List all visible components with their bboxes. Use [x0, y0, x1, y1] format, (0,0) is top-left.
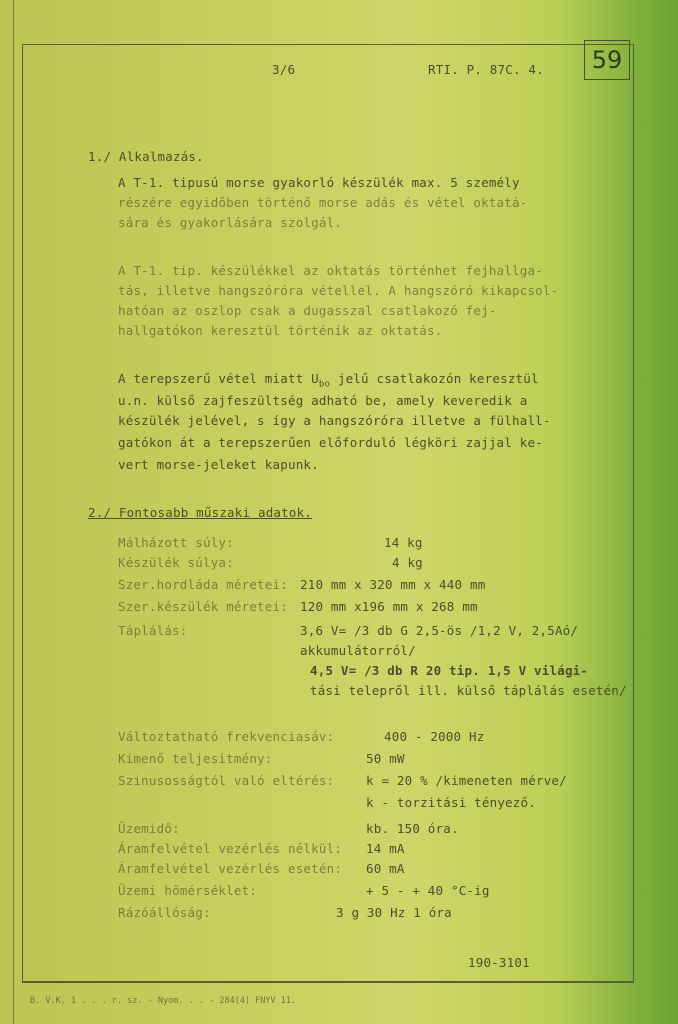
spec-label: Üzemi hőmérséklet: [118, 883, 258, 898]
page-fraction: 3/6 [272, 62, 296, 77]
spec-value: 120 mm x196 mm x 268 mm [300, 599, 478, 614]
paragraph-line: hallgatókon keresztül történik az oktatás. [118, 323, 443, 338]
spec-label: Üzemidő: [118, 821, 180, 836]
spec-value: k - torzitási tényező. [366, 795, 536, 810]
paragraph-line: sára és gyakorlására szolgál. [118, 215, 343, 230]
spec-label: Szer.hordláda méretei: [118, 577, 288, 592]
spec-label: Áramfelvétel vezérlés nélkül: [118, 841, 343, 856]
spec-value: 3,6 V= /3 db G 2,5-ös /1,2 V, 2,5Aó/ [300, 623, 579, 638]
text-fragment: jelű csatlakozón keresztül [330, 371, 539, 386]
page-number: 59 [591, 46, 623, 74]
document-reference: RTI. P. 87C. 4. [428, 62, 544, 77]
spec-label: Málházott súly: [118, 535, 234, 550]
paragraph-line: u.n. külső zajfeszültség adható be, amely keveredik a [118, 393, 528, 408]
spec-label: Változtatható frekvenciasáv: [118, 729, 335, 744]
paragraph-line: hatóan az oszlop csak a dugasszal csatlakozó fej- [118, 303, 497, 318]
spec-value: 14 kg [384, 535, 423, 550]
paragraph-line: vert morse-jeleket kapunk. [118, 457, 319, 472]
spec-value: k = 20 % /kimeneten mérve/ [366, 773, 567, 788]
page-number-box [584, 40, 630, 80]
spec-value: 14 mA [366, 841, 405, 856]
paragraph-line: gatókon át a terepszerűen előforduló légköri zajjal ke- [118, 435, 543, 450]
spec-label: Készülék súlya: [118, 555, 234, 570]
spec-value: 50 mW [366, 751, 405, 766]
spec-value-continued: akkumulátorról/ [300, 643, 416, 658]
spec-label: Szer.készülék méretei: [118, 599, 288, 614]
paragraph-line: részére egyidőben történő morse adás és vétel oktatá- [118, 195, 528, 210]
spec-label: Táplálás: [118, 623, 188, 638]
paragraph-line: készülék jelével, s így a hangszóróra illetve a fülhall- [118, 413, 551, 428]
spec-label: Kimenő teljesitmény: [118, 751, 273, 766]
spec-value-continued: tási telepről ill. külső táplálás esetén/ [310, 683, 627, 698]
printer-imprint: B. V.K. 1 . . . r. sz. - Nyom. . . - 284(4) FNYV 11. [30, 996, 297, 1006]
bottom-rule [22, 982, 634, 983]
stamp-code: 190-3101 [468, 955, 530, 970]
paragraph-line: tás, illetve hangszóróra vétellel. A hangszóró kikapcsol- [118, 283, 559, 298]
spec-value-continued: 4,5 V= /3 db R 20 tip. 1,5 V világi- [310, 663, 589, 678]
spec-value: 60 mA [366, 861, 405, 876]
spec-label: Szinusosságtól való eltérés: [118, 773, 335, 788]
section-2-heading: 2./ Fontosabb műszaki adatok. [88, 505, 313, 520]
paragraph-line [118, 372, 539, 392]
paragraph-line: A T-1. tipusú morse gyakorló készülék max. 5 személy [118, 175, 520, 190]
spec-value: kb. 150 óra. [366, 821, 459, 836]
subscript: bo [318, 379, 331, 390]
spec-label: Rázóállóság: [118, 905, 211, 920]
paragraph-line: A T-1. tip. készülékkel az oktatás történhet fejhallga- [118, 263, 543, 278]
spec-value: 210 mm x 320 mm x 440 mm [300, 577, 486, 592]
section-1-heading: 1./ Alkalmazás. [88, 149, 204, 164]
spec-value: 3 g 30 Hz 1 óra [336, 905, 452, 920]
spec-value: + 5 - + 40 °C-ig [366, 883, 490, 898]
spec-value: 4 kg [392, 555, 423, 570]
spec-value: 400 - 2000 Hz [384, 729, 485, 744]
spec-label: Áramfelvétel vezérlés esetén: [118, 861, 343, 876]
text-fragment: A terepszerű vétel miatt U [118, 371, 319, 386]
left-margin-line [13, 0, 14, 1024]
